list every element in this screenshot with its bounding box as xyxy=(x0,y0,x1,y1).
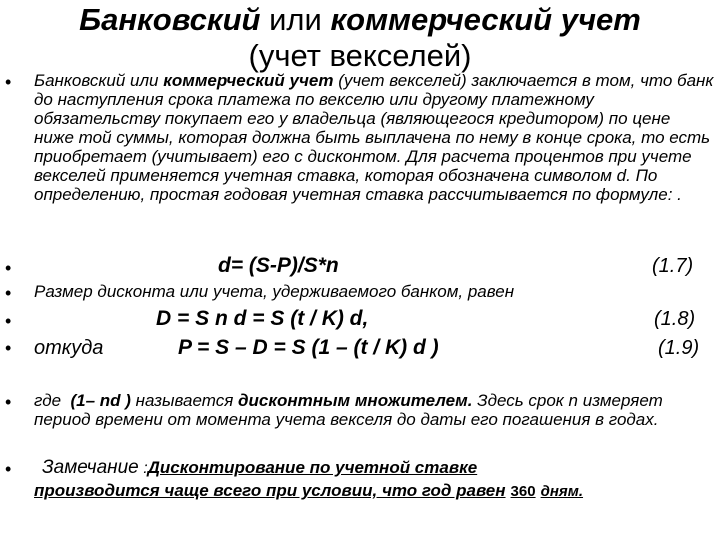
definition-paragraph xyxy=(34,71,714,204)
para2-body: Здесь срок n измеряет период времени от момента учета векселя до даты его погашения в годах. xyxy=(34,391,663,429)
slide-title-line1 xyxy=(0,2,720,38)
remark-colon: : xyxy=(138,460,148,477)
discount-line: Размер дисконта или учета, удерживаемого банком, равен xyxy=(34,282,515,301)
bullet-4: • xyxy=(5,311,12,331)
bullet-5: • xyxy=(5,338,12,358)
formula-1-9-number: (1.9) xyxy=(658,337,700,359)
bullet-3: • xyxy=(5,283,12,303)
para2-term-multiplier: дисконтным множителем. xyxy=(238,391,473,410)
remark-text-1: Дисконтирование по учетной ставке xyxy=(147,458,478,477)
remark-line-2 xyxy=(34,480,583,501)
formula-1-7-number: (1.7) xyxy=(652,255,694,277)
bullet-2: • xyxy=(5,258,12,278)
bullet-7: • xyxy=(5,459,12,479)
bullet-1: • xyxy=(5,72,12,92)
multiplier-paragraph xyxy=(34,391,694,429)
remark-line-1 xyxy=(42,457,477,479)
para-term-banking: Банковский xyxy=(34,71,126,90)
formula-1-8-number: (1.8) xyxy=(654,308,696,330)
para2-pre: где xyxy=(34,391,71,410)
remark-days-number: 360 xyxy=(510,483,536,500)
remark-text-2: производится чаще всего при условии, что год равен xyxy=(34,481,506,500)
formula-1-8: D = S n d = S (t / K) d, xyxy=(156,307,369,330)
formula-1-9-prefix: откуда xyxy=(34,337,104,359)
para-body: (учет векселей) заключается в том, что банк до наступления срока платежа по векселю или другому платежному обязательству покупает его у владельца (являющегося кредитором) по цене ниже той суммы, которая должна быть выплачена по нему в конце срока, то есть приобретает (учитывает) его с дисконтом. Для расчета процентов при учете векселей применяется учетная ставка, которая обозначена символом d. По определению, простая годовая учетная ставка рассчитывается по формуле: . xyxy=(34,71,714,204)
title-connector: или xyxy=(260,2,331,37)
formula-1-9: P = S – D = S (1 – (t / K) d ) xyxy=(178,336,439,359)
bullet-6: • xyxy=(5,392,12,412)
remark-label: Замечание xyxy=(42,457,139,478)
slide-title-line2: (учет векселей) xyxy=(248,38,472,73)
para2-term: (1– nd ) xyxy=(70,391,131,410)
title-bold-banking: Банковский xyxy=(79,2,261,37)
para-term-commercial: коммерческий учет xyxy=(163,71,334,90)
formula-1-7: d= (S-P)/S*n xyxy=(218,254,339,277)
para2-mid: называется xyxy=(130,391,239,410)
title-bold-commercial: коммерческий учет xyxy=(330,2,641,37)
para-connector: или xyxy=(125,71,164,90)
remark-days-word: дням. xyxy=(540,483,584,500)
